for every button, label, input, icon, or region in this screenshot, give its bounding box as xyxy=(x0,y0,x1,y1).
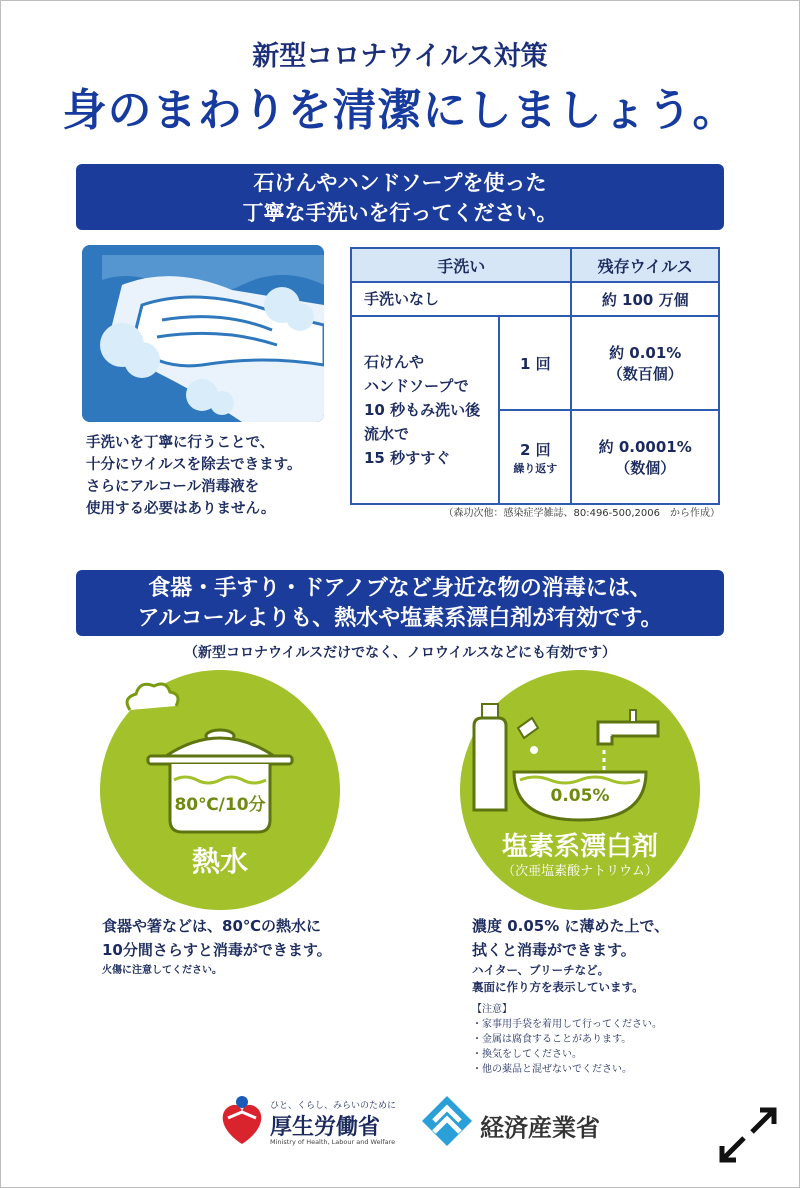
text-line-small: ハイター、ブリーチなど。 xyxy=(472,963,610,977)
bleach-sublabel: （次亜塩素酸ナトリウム） xyxy=(502,864,658,879)
table-cell: 手洗いなし xyxy=(351,282,571,316)
mhlw-emblem-icon xyxy=(214,1092,270,1152)
handwash-description xyxy=(86,432,336,520)
meti-name: 経済産業省 xyxy=(480,1114,600,1142)
note-item: ・換気をしてください。 xyxy=(472,1049,582,1060)
count-sub: 繰り返す xyxy=(513,461,558,475)
method-line: 10 秒もみ洗い後 xyxy=(364,401,481,419)
value-line: （数百個） xyxy=(607,365,683,383)
count-label: 2 回 xyxy=(519,440,551,459)
meti-logo xyxy=(420,1094,620,1150)
table-cell-method xyxy=(351,316,499,504)
banner-line: 丁寧な手洗いを行ってください。 xyxy=(242,201,558,225)
bleach-description xyxy=(472,914,742,1077)
mhlw-logo xyxy=(214,1092,404,1152)
hot-water-circle xyxy=(100,670,340,910)
bleach-label: 塩素系漂白剤 xyxy=(501,832,658,862)
expand-icon[interactable] xyxy=(716,1104,780,1166)
page-title: 身のまわりを清潔にしましょう。 xyxy=(62,85,738,136)
text-line: 十分にウイルスを除去できます。 xyxy=(86,457,302,473)
hot-water-label: 熱水 xyxy=(191,845,248,878)
table-cell xyxy=(499,410,571,504)
faucet-icon xyxy=(598,710,658,772)
banner-line: 石けんやハンドソープを使った xyxy=(253,171,547,195)
note-item: ・他の薬品と混ぜないでください。 xyxy=(472,1064,632,1075)
note-item: ・金属は腐食することがあります。 xyxy=(472,1034,632,1045)
mhlw-name: 厚生労働省 xyxy=(270,1115,381,1140)
notes-title: 【注意】 xyxy=(472,1004,512,1015)
text-line: 10分間さらすと消毒ができます。 xyxy=(102,941,332,959)
notes xyxy=(472,1002,742,1077)
table-cell: 1 回 xyxy=(499,316,571,410)
disinfection-banner xyxy=(76,570,724,636)
hot-water-description xyxy=(102,914,392,980)
note-item: ・家事用手袋を着用して行ってください。 xyxy=(472,1019,662,1030)
table-header: 手洗い xyxy=(351,248,571,282)
page-subtitle: 新型コロナウイルス対策 xyxy=(252,41,548,72)
method-line: ハンドソープで xyxy=(364,377,469,395)
table-cell xyxy=(571,316,719,410)
pot-temperature-label: 80℃/10分 xyxy=(174,795,266,815)
table-header: 残存ウイルス xyxy=(571,248,719,282)
method-line: 石けんや xyxy=(364,353,425,371)
method-line: 15 秒すすぐ xyxy=(364,449,451,467)
source-citation: （森功次他：感染症学雑誌、80:496-500,2006 から作成） xyxy=(443,508,720,519)
hand-washing-illustration xyxy=(82,245,324,422)
basin-concentration-label: 0.05% xyxy=(550,786,610,806)
banner-line: アルコールよりも、熱水や塩素系漂白剤が有効です。 xyxy=(137,606,663,631)
effectiveness-note: （新型コロナウイルスだけでなく、ノロウイルスなどにも有効です） xyxy=(183,645,617,661)
bleach-circle xyxy=(460,670,700,910)
table-cell: 約 100 万個 xyxy=(571,282,719,316)
bleach-bottle-icon xyxy=(474,704,506,810)
text-line-small: 裏面に作り方を表示しています。 xyxy=(472,980,644,994)
text-line: 手洗いを丁寧に行うことで、 xyxy=(86,435,275,451)
handwash-table xyxy=(350,247,720,505)
banner-line: 食器・手すり・ドアノブなど身近な物の消毒には、 xyxy=(148,576,652,601)
cap-icon xyxy=(518,718,538,738)
text-line: 食器や箸などは、80℃の熱水に xyxy=(102,917,322,935)
value-line: 約 0.0001% xyxy=(598,438,692,456)
text-line: さらにアルコール消毒液を xyxy=(86,479,260,495)
text-line: 使用する必要はありません。 xyxy=(86,501,276,517)
meti-emblem-icon xyxy=(420,1094,474,1148)
mhlw-english: Ministry of Health, Labour and Welfare xyxy=(270,1138,396,1146)
value-line: （数個） xyxy=(615,459,676,477)
table-cell xyxy=(571,410,719,504)
caution-text: 火傷に注意してください。 xyxy=(102,965,222,976)
mhlw-tagline: ひと、くらし、みらいのために xyxy=(270,1101,397,1111)
handwash-banner xyxy=(76,164,724,230)
text-line: 拭くと消毒ができます。 xyxy=(472,941,636,959)
method-line: 流水で xyxy=(364,425,410,443)
text-line: 濃度 0.05% に薄めた上で、 xyxy=(472,917,670,935)
value-line: 約 0.01% xyxy=(609,344,682,362)
